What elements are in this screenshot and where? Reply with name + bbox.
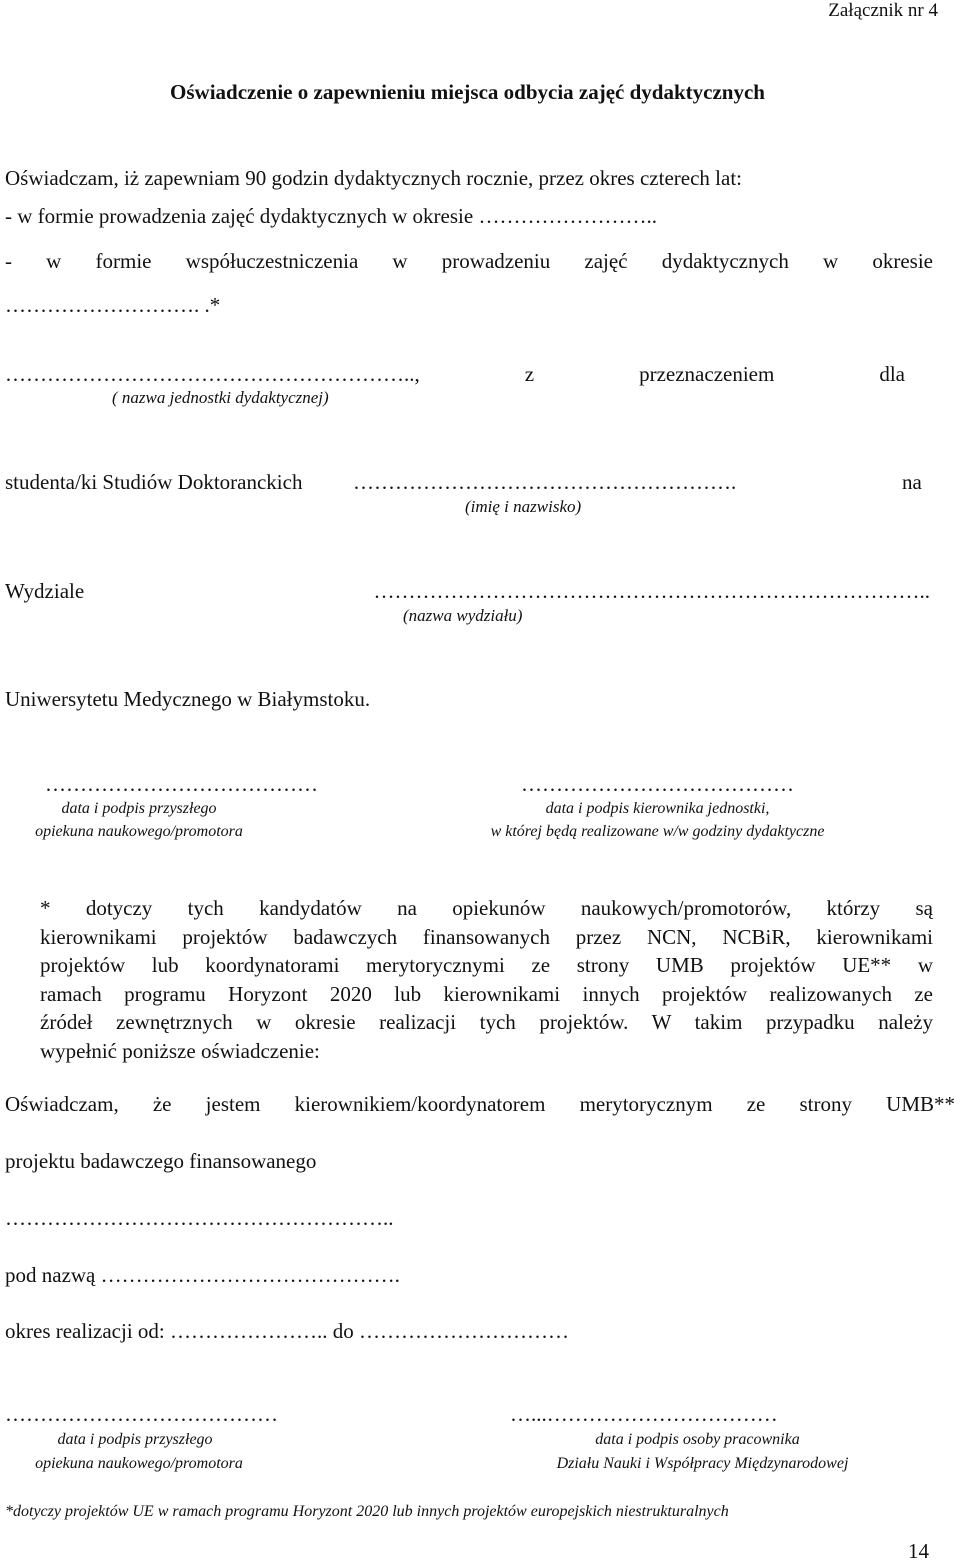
footnote-paragraph-line: źródeł zewnętrznych w okresie realizacji tych projektów. W takim przypadku należy: [40, 1010, 933, 1034]
footnote-paragraph-line: * dotyczy tych kandydatów na opiekunów naukowych/promotorów, którzy są: [40, 896, 933, 920]
student-caption: (imię i nazwisko): [465, 497, 582, 516]
statement-line-4: ………………………. .*: [5, 293, 221, 317]
footnote-paragraph: [40, 894, 933, 1065]
footnote: *dotyczy projektów UE w ramach programu Horyzont 2020 lub innych projektów europejskich niestrukturalnych: [5, 1503, 729, 1520]
faculty-line: Wydziale ……………………………………………………………………..: [5, 579, 930, 603]
signature2-right-caption-1: data i podpis osoby pracownika: [595, 1431, 800, 1448]
statement-line-3: - w formie współuczestniczenia w prowadzeniu zajęć dydaktycznych w okresie: [5, 249, 933, 273]
signature-left-caption-1: data i podpis przyszłego: [61, 800, 217, 817]
signature2-left-caption-2: opiekuna naukowego/promotora: [35, 1455, 243, 1472]
footnote-paragraph-line: kierownikami projektów badawczych finansowanych przez NCN, NCBiR, kierownikami: [40, 924, 933, 949]
footnote-paragraph-line: wypełnić poniższe oświadczenie:: [40, 1038, 320, 1063]
faculty-caption: (nazwa wydziału): [403, 606, 523, 625]
declaration-line-4: pod nazwą …………………………………….: [5, 1263, 400, 1287]
student-line-prefix: studenta/ki Studiów Doktoranckich: [5, 470, 303, 494]
signature-left-dots: …………………………………: [45, 772, 318, 796]
signature2-right-dots: …...……………………………: [510, 1402, 778, 1426]
student-line-suffix: na: [902, 470, 922, 494]
signature2-right-caption-2: Działu Nauki i Współpracy Międzynarodowej: [556, 1455, 849, 1472]
attachment-label: Załącznik nr 4: [828, 0, 938, 21]
signature2-left-dots: …………………………………: [5, 1402, 278, 1426]
statement-line-1: Oświadczam, iż zapewniam 90 godzin dydaktycznych rocznie, przez okres czterech lat:: [5, 166, 742, 190]
signature-right-caption-2: w której będą realizowane w/w godziny dydaktyczne: [490, 823, 825, 840]
signature-left-caption-2: opiekuna naukowego/promotora: [35, 823, 243, 840]
document-title: Oświadczenie o zapewnieniu miejsca odbycia zajęć dydaktycznych: [170, 80, 765, 104]
statement-line-2: - w formie prowadzenia zajęć dydaktycznych w okresie ……………………..: [5, 204, 657, 228]
declaration-line-5: okres realizacji od: ………………….. do …………………………: [5, 1319, 570, 1343]
signature2-left-caption-1: data i podpis przyszłego: [57, 1431, 213, 1448]
footnote-paragraph-line: projektów lub koordynatorami merytorycznymi ze strony UMB projektów UE** w: [40, 953, 933, 977]
signature-right-caption-1: data i podpis kierownika jednostki,: [545, 800, 770, 817]
footnote-paragraph-line: ramach programu Horyzont 2020 lub kierownikami innych projektów realizowanych ze: [40, 981, 933, 1006]
declaration-line-1: Oświadczam, że jestem kierownikiem/koordynatorem merytorycznym ze strony UMB**: [5, 1092, 955, 1116]
unit-caption: ( nazwa jednostki dydaktycznej): [112, 388, 329, 407]
unit-line: ………………………………………………….., z przeznaczeniem dla: [5, 362, 905, 386]
signature-right-dots: …………………………………: [521, 772, 794, 796]
declaration-line-2: projektu badawczego finansowanego: [5, 1149, 317, 1173]
student-line-dots: ……………………………………………….: [353, 470, 737, 494]
declaration-line-3: ………………………………………………..: [5, 1206, 394, 1230]
university-line: Uniwersytetu Medycznego w Białymstoku.: [5, 687, 371, 711]
page-number: 14: [908, 1539, 929, 1563]
